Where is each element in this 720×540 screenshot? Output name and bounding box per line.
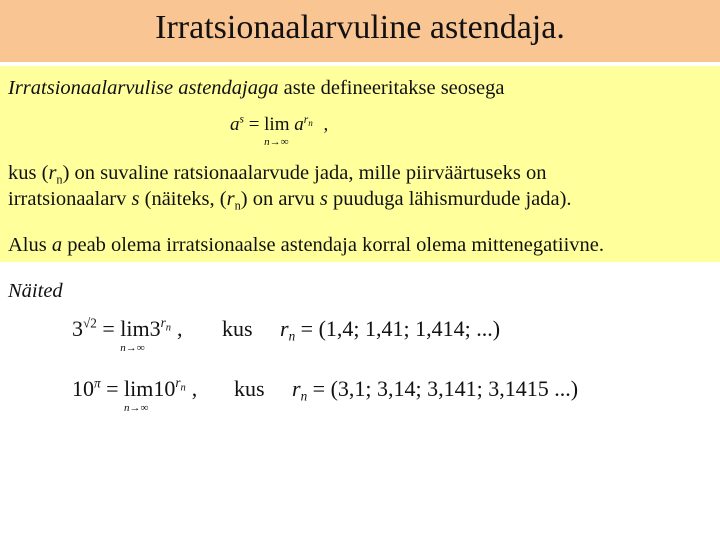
definition-line-1 <box>8 75 504 101</box>
definition-line-2: kus $(r_n)$ on suvaline ratsionaalarvude jada, mille piirväärtuseks on <box>8 162 547 187</box>
slide-title: Irratsionaalarvuline astendaja. <box>155 9 565 46</box>
limit-subscript: n→∞ <box>124 402 149 414</box>
example-2-kus: kus <box>234 376 265 401</box>
examples-heading: Näited <box>8 280 63 302</box>
example-2-formula: $10^\pi = \lim$ n→∞ $10^{r_n}$ , <box>72 375 198 414</box>
limit-subscript: n→∞ <box>120 342 145 354</box>
limit-operator: lim n→∞ <box>264 114 290 148</box>
limit-operator: lim n→∞ <box>120 316 150 354</box>
example-2-sequence: $r_n = (3,1$; 3,14; 3,141; 3,1415 ...) <box>292 376 579 404</box>
limit-operator: lim n→∞ <box>124 376 154 414</box>
definition-rest: aste defineeritakse seosega <box>283 77 505 99</box>
limit-subscript: n→∞ <box>264 136 289 148</box>
definition-formula: $a^s = \lim$ n→∞ $a^{r_n}$ , <box>230 113 329 148</box>
definition-term: Irratsionaalarvulise astendajaga <box>8 77 279 99</box>
definition-line-4: Alus a peab olema irratsionaalse astendaja korral olema mittenegatiivne. <box>8 234 604 256</box>
example-1-formula: $3^{√2} = \lim$ n→∞ $3^{r_n}$ , <box>72 315 183 354</box>
example-1-sequence: $r_n = (1,4$; 1,41; 1,414; ...) <box>280 316 501 344</box>
definition-line-3: irratsionaalarv s (näiteks, $(r_n)$ on arvu s puuduga lähismurdude jada). <box>8 188 572 213</box>
example-1-kus: kus <box>222 316 253 341</box>
